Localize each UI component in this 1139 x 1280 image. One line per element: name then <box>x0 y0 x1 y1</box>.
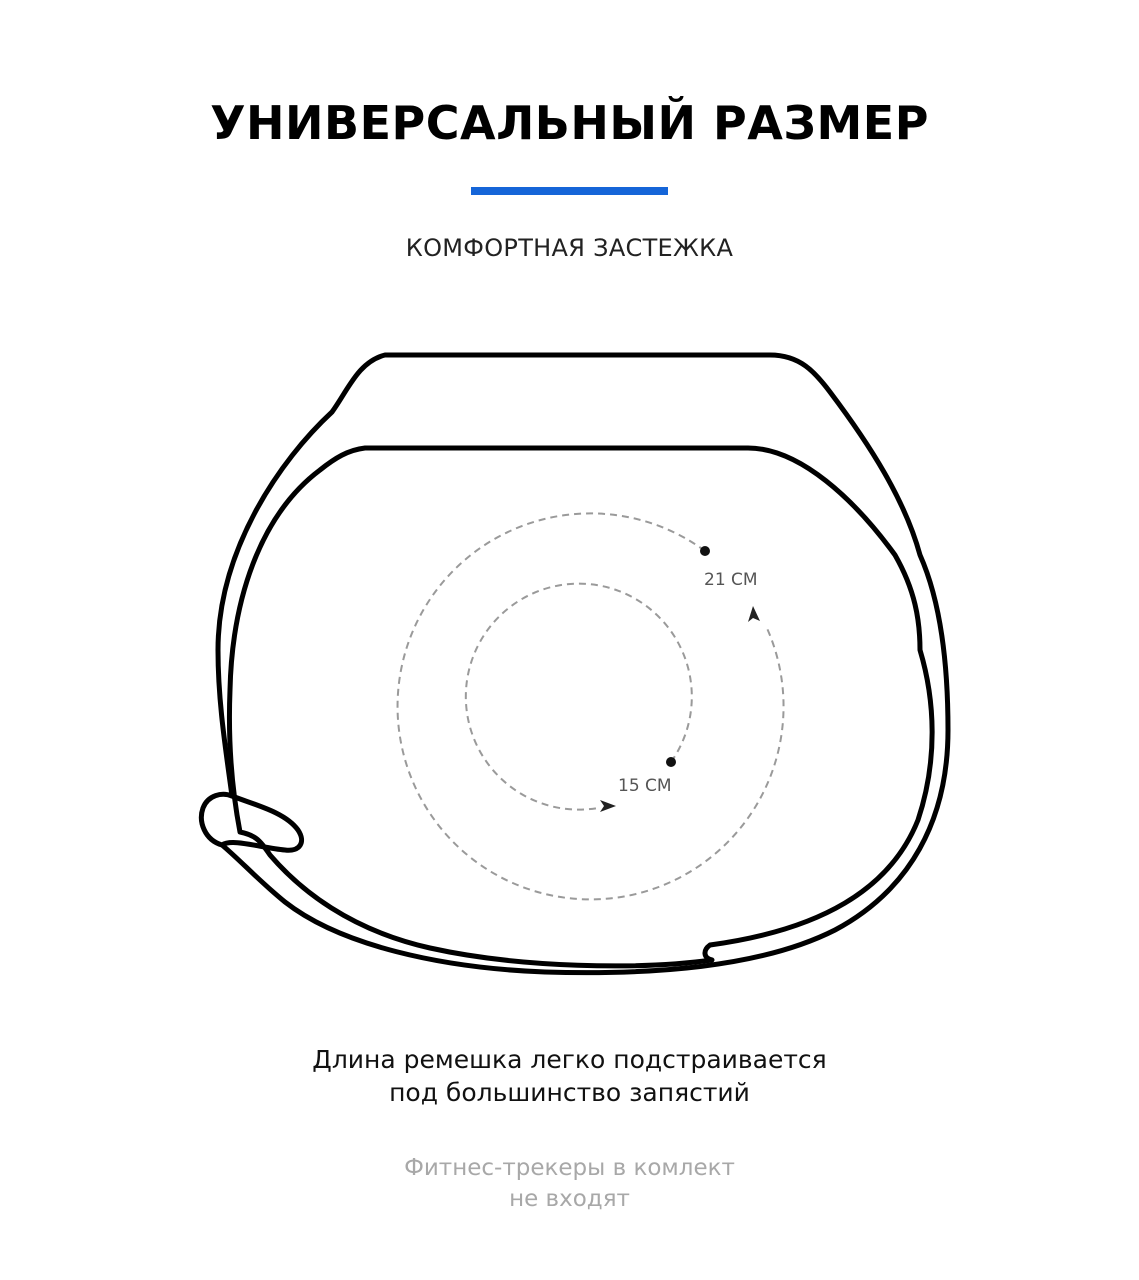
band-inner-outline <box>229 448 932 966</box>
outer-size-label: 21 СМ <box>704 570 758 590</box>
page-subtitle: КОМФОРТНАЯ ЗАСТЕЖКА <box>405 234 734 262</box>
disclaimer-note <box>0 1153 1139 1215</box>
outer-arrow-icon <box>748 606 760 622</box>
outer-start-dot <box>700 546 710 556</box>
description-line-1: Длина ремешка легко подстраивается <box>312 1045 827 1074</box>
page-title: УНИВЕРСАЛЬНЫЙ РАЗМЕР <box>210 96 929 150</box>
inner-arrow-icon <box>600 800 616 812</box>
inner-size-label: 15 СМ <box>618 776 672 796</box>
description-line-2: под большинство запястий <box>389 1078 750 1107</box>
note-line-2: не входят <box>509 1186 630 1212</box>
description-text <box>0 1043 1139 1109</box>
inner-start-dot <box>666 757 676 767</box>
note-line-1: Фитнес-трекеры в комлект <box>404 1155 735 1181</box>
